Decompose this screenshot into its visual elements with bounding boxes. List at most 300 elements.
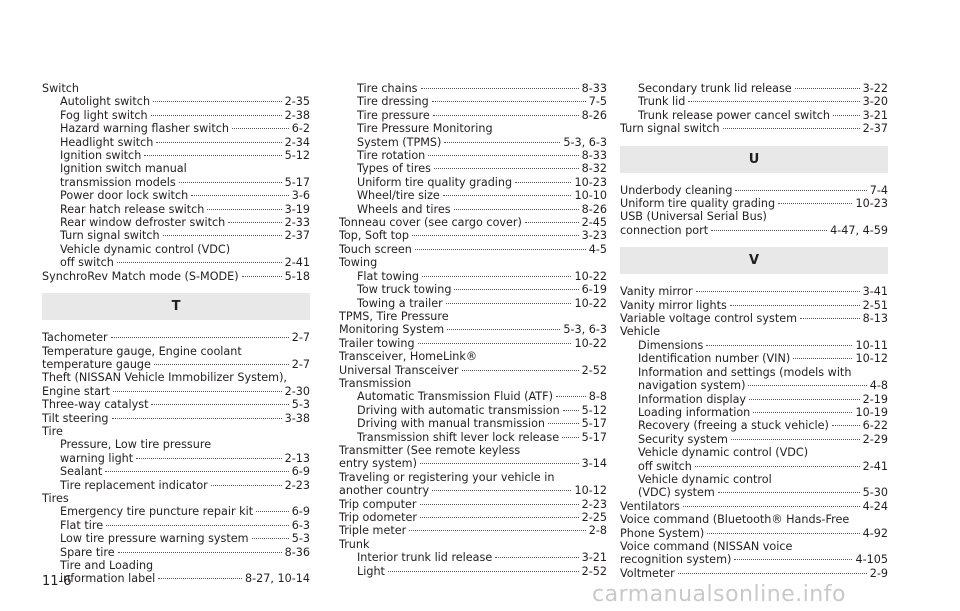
dot-leader [696,291,860,292]
dot-leader [420,504,579,505]
page-number: 11-6 [42,574,72,589]
entry-term: Variable voltage control system [620,312,797,326]
page-reference: 5-17 [581,417,607,431]
entry-term: Triple meter [339,524,407,538]
index-entry [339,431,607,444]
dot-leader [409,530,586,531]
entry-term: Tire rotation [357,149,426,163]
index-entry [339,203,607,216]
index-entry [620,567,888,580]
dot-leader [105,471,288,472]
index-entry [42,358,310,371]
entry-term: off switch [638,459,692,473]
index-entry [620,224,888,237]
index-entry [620,312,888,325]
index-entry [42,479,310,492]
index-entry [339,511,607,524]
index-column-1 [42,82,310,586]
index-heading [42,345,310,358]
index-entry [339,243,607,256]
index-heading [42,162,310,175]
entry-term: Low tire pressure warning system [60,532,249,546]
dot-leader [432,490,571,491]
entry-term: Wheel/tire size [357,189,440,203]
entry-term: Secondary trunk lid release [638,82,792,95]
entry-term: Rear window defroster switch [60,216,226,230]
index-heading [339,256,607,269]
entry-term: information label [60,572,156,586]
entry-term: Voice command (Bluetooth® Hands-Free [620,513,850,527]
dot-leader [421,88,579,89]
dot-leader [118,552,282,553]
entry-term: System (TPMS) [357,135,442,149]
dot-leader [832,425,860,426]
entry-term: Autolight switch [60,95,151,109]
dot-leader [683,506,860,507]
entry-term: Information and settings (models with [638,365,852,379]
index-entry [620,553,888,566]
entry-term: Theft (NISSAN Vehicle Immobilizer System), [42,371,287,385]
dot-leader [106,525,289,526]
entry-term: Tire Pressure Monitoring [357,122,493,136]
dot-leader [144,155,281,156]
entry-term: Universal Transceiver [339,363,459,377]
index-entry [620,285,888,298]
index-entry [620,527,888,540]
page-reference: 2-52 [581,363,607,377]
dot-leader [688,101,859,102]
entry-term: Vehicle dynamic control [638,472,772,486]
dot-leader [420,463,579,464]
entry-term: Vehicle dynamic control (VDC) [60,242,231,256]
page-reference: 8-32 [581,162,607,176]
page-reference: 8-33 [581,149,607,163]
page-reference: 8-26 [581,108,607,122]
index-entry [339,136,607,149]
dot-leader [515,182,571,183]
entry-term: Three-way catalyst [42,398,149,412]
index-entry [339,109,607,122]
dot-leader [563,410,579,411]
dot-leader [113,391,282,392]
index-entry [620,500,888,513]
entry-term: Turn signal switch [620,122,720,136]
page-reference: 8-27, 10-14 [244,572,310,586]
dot-leader [136,458,281,459]
dot-leader [548,423,579,424]
index-heading [42,82,310,95]
dot-leader [256,511,289,512]
page-reference: 10-11 [855,338,888,352]
page-reference: 4-24 [862,499,888,513]
dot-leader [434,168,579,169]
page-reference: 5-3, 6-3 [563,323,607,337]
index-entry [620,197,888,210]
dot-leader [749,399,860,400]
entry-term: Fog light switch [60,108,148,122]
dot-leader [723,128,860,129]
entry-term: Trailer towing [339,336,415,350]
page-reference: 6-22 [862,419,888,433]
entry-term: Transmitter (See remote keyless [339,443,521,457]
page-reference: 2-8 [588,524,607,538]
index-heading [339,538,607,551]
entry-term: navigation system) [638,379,746,393]
page-reference: 2-41 [284,256,310,270]
page-reference: 5-17 [581,430,607,444]
dot-leader [447,329,560,330]
dot-leader [153,101,282,102]
page-reference: 2-7 [291,331,310,345]
entry-term: Phone System) [620,526,705,540]
index-entry [42,519,310,532]
index-heading [42,243,310,256]
entry-term: Power door lock switch [60,189,189,203]
entry-term: Trip odometer [339,511,417,524]
dot-leader [753,412,852,413]
entry-term: Top, Soft top [339,229,409,243]
index-entry [42,189,310,202]
entry-term: Tires [42,491,69,505]
entry-term: Loading information [638,405,751,419]
entry-term: Information display [638,392,747,406]
section-header: V [620,247,888,274]
page-reference: 2-25 [581,511,607,524]
index-entry [339,417,607,430]
entry-term: Tilt steering [42,411,109,425]
dot-leader [444,142,560,143]
index-heading [620,446,888,459]
page-reference: 2-52 [581,564,607,578]
dot-leader [179,182,282,183]
index-entry [620,184,888,197]
index-entry [42,256,310,269]
index-heading [42,438,310,451]
dot-leader [678,573,867,574]
index-entry [339,297,607,310]
entry-term: TPMS, Tire Pressure [339,309,449,323]
page-reference: 3-20 [862,95,888,109]
index-entry [620,460,888,473]
index-entry [42,136,310,149]
dot-leader [454,289,578,290]
index-entry [339,82,607,95]
index-entry [42,398,310,411]
dot-leader [495,557,578,558]
section-header: U [620,146,888,173]
entry-term: Transmission shift lever lock release [357,430,560,444]
index-heading [620,473,888,486]
dot-leader [432,101,586,102]
page-reference: 2-7 [291,357,310,371]
page-reference: 2-23 [284,478,310,492]
index-entry [339,323,607,336]
page-reference: 5-3, 6-3 [563,135,607,149]
index-entry [42,109,310,122]
dot-leader [252,538,289,539]
index-entry [339,229,607,242]
dot-leader [735,190,866,191]
index-entry [339,149,607,162]
dot-leader [151,404,288,405]
page-reference: 3-19 [284,202,310,216]
index-entry [42,95,310,108]
page-reference: 4-92 [862,526,888,540]
index-entry [339,551,607,564]
dot-leader [718,492,860,493]
index-heading [339,122,607,135]
page-reference: 5-18 [284,269,310,283]
page-reference: 3-22 [862,82,888,95]
entry-term: temperature gauge [42,357,151,371]
dot-leader [191,195,289,196]
index-heading [339,350,607,363]
entry-term: Trunk [339,537,370,551]
dot-leader [163,235,282,236]
entry-term: Emergency tire puncture repair kit [60,505,254,519]
entry-term: Automatic Transmission Fluid (ATF) [357,390,553,404]
entry-term: Trip computer [339,497,417,511]
page-reference: 2-34 [284,135,310,149]
page-reference: 2-23 [581,497,607,511]
entry-term: Driving with manual transmission [357,417,546,431]
index-entry [339,270,607,283]
entry-term: connection port [620,223,709,237]
index-entry [42,505,310,518]
dot-leader [422,276,571,277]
entry-term: Hazard warning flasher switch [60,122,229,136]
page-reference: 10-22 [574,269,607,283]
page-reference: 10-22 [574,296,607,310]
page-reference: 2-37 [862,122,888,136]
entry-term: Interior trunk lid release [357,551,493,565]
entry-term: Recovery (freeing a stuck vehicle) [638,419,829,433]
entry-term: Pressure, Low tire pressure [60,438,212,452]
page-reference: 5-12 [581,403,607,417]
page-reference: 3-21 [581,551,607,565]
index-entry [42,203,310,216]
entry-term: Tire [42,424,63,438]
index-entry [620,393,888,406]
page-reference: 2-51 [862,298,888,312]
dot-leader [795,88,860,89]
index-heading [620,325,888,338]
entry-term: off switch [60,256,114,270]
index-column-3 [620,82,888,580]
entry-term: Flat towing [357,269,420,283]
page-reference: 2-37 [284,229,310,243]
page-reference: 2-13 [284,451,310,465]
page-reference: 8-36 [284,545,310,559]
index-entry [42,532,310,545]
entry-term: Monitoring System [339,323,445,337]
page-reference: 2-30 [284,384,310,398]
dot-leader [418,343,572,344]
dot-leader [556,396,586,397]
entry-term: Underbody cleaning [620,183,733,197]
index-entry [339,216,607,229]
page-reference: 5-17 [284,175,310,189]
dot-leader [778,203,852,204]
index-entry [339,162,607,175]
page-reference: 2-35 [284,95,310,109]
index-heading [620,366,888,379]
index-entry [339,457,607,470]
index-entry [620,109,888,122]
page-reference: 8-13 [862,312,888,326]
entry-term: Vanity mirror lights [620,298,727,312]
entry-term: Turn signal switch [60,229,160,243]
entry-term: Uniform tire quality grading [620,197,776,211]
section-header: T [42,293,310,320]
dot-leader [730,305,860,306]
entry-term: USB (Universal Serial Bus) [620,210,767,224]
index-heading [620,540,888,553]
dot-leader [232,128,289,129]
dot-leader [800,318,860,319]
dot-leader [443,195,572,196]
page-reference: 8-26 [581,202,607,216]
page-reference: 10-23 [855,197,888,211]
page-reference: 3-6 [291,189,310,203]
index-entry [620,352,888,365]
entry-term: Tire and Loading [60,559,154,572]
index-entry [620,406,888,419]
entry-term: warning light [60,451,134,465]
index-entry [42,176,310,189]
page-reference: 3-38 [284,411,310,425]
entry-term: Touch screen [339,242,412,256]
index-heading [620,210,888,223]
dot-leader [415,249,586,250]
dot-leader [433,115,579,116]
entry-term: Vanity mirror [620,285,693,299]
dot-leader [562,437,578,438]
entry-term: Vehicle dynamic control (VDC) [638,446,809,460]
entry-term: Headlight switch [60,135,154,149]
page-reference: 10-12 [574,484,607,498]
page-reference: 6-3 [291,518,310,532]
dot-leader [428,155,578,156]
index-entry [339,95,607,108]
page-reference: 6-2 [291,122,310,136]
dot-leader [154,364,289,365]
index-entry [42,465,310,478]
entry-term: Trunk release power cancel switch [638,108,830,122]
entry-term: Tow truck towing [357,283,452,297]
entry-term: another country [339,484,430,498]
entry-term: Types of tires [357,162,431,176]
entry-term: Light [357,564,385,578]
page-reference: 10-12 [855,352,888,366]
dot-leader [158,578,242,579]
entry-term: entry system) [339,457,417,471]
dot-leader [388,571,579,572]
page-reference: 4-5 [588,242,607,256]
dot-leader [211,485,282,486]
entry-term: transmission models [60,175,176,189]
page-reference: 2-41 [862,459,888,473]
entry-term: Transmission [339,376,412,390]
index-entry [620,95,888,108]
index-entry [42,229,310,242]
entry-term: Security system [638,432,728,446]
dot-leader [695,466,860,467]
page-reference: 2-45 [581,216,607,230]
index-entry [620,419,888,432]
page-reference: 5-3 [291,532,310,546]
index-entry [42,331,310,344]
dot-leader [731,439,860,440]
page-reference: 3-41 [862,285,888,299]
index-entry [339,524,607,537]
index-entry [42,149,310,162]
index-heading [42,371,310,384]
entry-term: Ignition switch manual [60,162,187,176]
page-reference: 6-9 [291,505,310,519]
index-entry [42,216,310,229]
index-entry [42,122,310,135]
page-reference: 6-19 [581,283,607,297]
page-reference: 2-19 [862,392,888,406]
page-reference: 3-21 [862,108,888,122]
index-heading [339,471,607,484]
index-entry [339,404,607,417]
dot-leader [711,230,827,231]
entry-term: Voice command (NISSAN voice [620,539,793,553]
entry-term: Ignition switch [60,149,142,163]
dot-leader [707,533,859,534]
index-heading [42,492,310,505]
index-entry [620,122,888,135]
entry-term: Voltmeter [620,566,675,580]
dot-leader [833,115,860,116]
entry-term: Vehicle [620,325,661,339]
entry-term: Temperature gauge, Engine coolant [42,344,242,358]
dot-leader [112,418,282,419]
watermark: carmanualsonline.info [592,582,846,607]
dot-leader [462,370,579,371]
index-heading [339,444,607,457]
dot-leader [156,142,281,143]
dot-leader [420,517,579,518]
dot-leader [111,337,289,338]
index-entry [42,270,310,283]
entry-term: Towing [339,256,378,270]
index-entry [339,484,607,497]
index-heading [620,513,888,526]
index-entry [339,390,607,403]
dot-leader [151,115,282,116]
entry-term: Trunk lid [638,95,686,109]
entry-term: Tonneau cover (see cargo cover) [339,216,522,230]
index-entry [339,189,607,202]
index-entry [339,337,607,350]
index-entry [339,364,607,377]
dot-leader [525,222,579,223]
page-reference: 3-23 [581,229,607,243]
dot-leader [228,222,281,223]
entry-term: Spare tire [60,545,115,559]
index-entry [339,498,607,511]
entry-term: Tire chains [357,82,418,95]
page-reference: 10-22 [574,336,607,350]
index-entry [339,283,607,296]
page-reference: 7-4 [869,183,888,197]
index-entry [620,486,888,499]
index-entry [620,82,888,95]
page-reference: 10-23 [574,175,607,189]
